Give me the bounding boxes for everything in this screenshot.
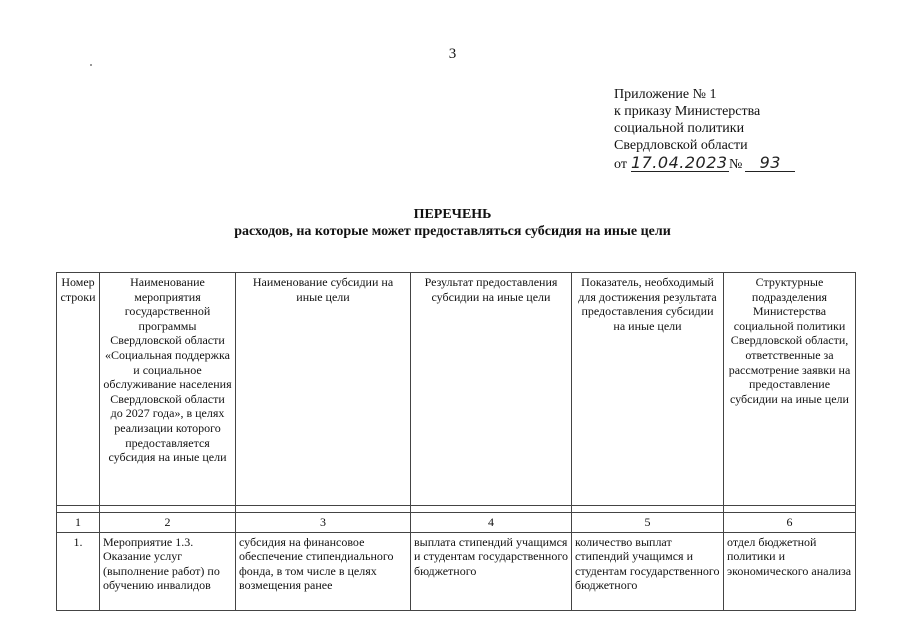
column-number-cell: 1 (57, 513, 100, 533)
appendix-line-3: социальной политики (614, 121, 745, 136)
appendix-line-2: к приказу Министерства (614, 104, 761, 119)
expenses-table (56, 272, 856, 611)
appendix-block (614, 86, 795, 173)
column-number-row (57, 513, 856, 533)
document-title (0, 206, 905, 240)
header-cell: Наименование мероприятия государственной программы Свердловской области «Социальная поддержка и социальное обслуживание населения Свердловской области до 2027 года», в целях реализации которого предоставляется субсидия на иные цели (100, 273, 236, 506)
appendix-date-line (614, 154, 795, 173)
number-prefix: № (728, 157, 743, 172)
table-spacer-row (57, 506, 856, 513)
column-number-cell: 6 (724, 513, 856, 533)
scan-speck (90, 64, 92, 66)
indicator-cell: количество выплат стипендий учащимся и студентам государственного бюджетного (572, 532, 724, 610)
header-cell: Показатель, необходимый для достижения результата предоставления субсидии на иные цели (572, 273, 724, 506)
row-number-cell: 1. (57, 532, 100, 610)
column-number-cell: 3 (236, 513, 411, 533)
title-line-2: расходов, на которые может предоставляться субсидия на иные цели (234, 224, 671, 239)
table-header-row (57, 273, 856, 506)
appendix-line-4: Свердловской области (614, 138, 748, 153)
handwritten-date: 17.04.2023 (630, 153, 728, 172)
handwritten-number: 93 (745, 154, 795, 172)
appendix-line-1: Приложение № 1 (614, 87, 717, 102)
page-number: 3 (448, 46, 457, 62)
header-cell: Результат предоставления субсидии на иные цели (411, 273, 572, 506)
table-row (57, 532, 856, 610)
date-prefix: от (614, 157, 627, 172)
result-cell: выплата стипендий учащимся и студентам государственного бюджетного (411, 532, 572, 610)
header-cell: Номер строки (57, 273, 100, 506)
title-line-1: ПЕРЕЧЕНЬ (413, 207, 492, 222)
department-cell: отдел бюджетной политики и экономического анализа (724, 532, 856, 610)
header-cell: Наименование субсидии на иные цели (236, 273, 411, 506)
column-number-cell: 4 (411, 513, 572, 533)
subsidy-name-cell: субсидия на финансовое обеспечение стипендиального фонда, в том числе в целях возмещения ранее (236, 532, 411, 610)
header-cell: Структурные подразделения Министерства социальной политики Свердловской области, ответственные за рассмотрение заявки на предоставление субсидии на иные цели (724, 273, 856, 506)
measure-cell: Мероприятие 1.3. Оказание услуг (выполнение работ) по обучению инвалидов (100, 532, 236, 610)
column-number-cell: 2 (100, 513, 236, 533)
column-number-cell: 5 (572, 513, 724, 533)
